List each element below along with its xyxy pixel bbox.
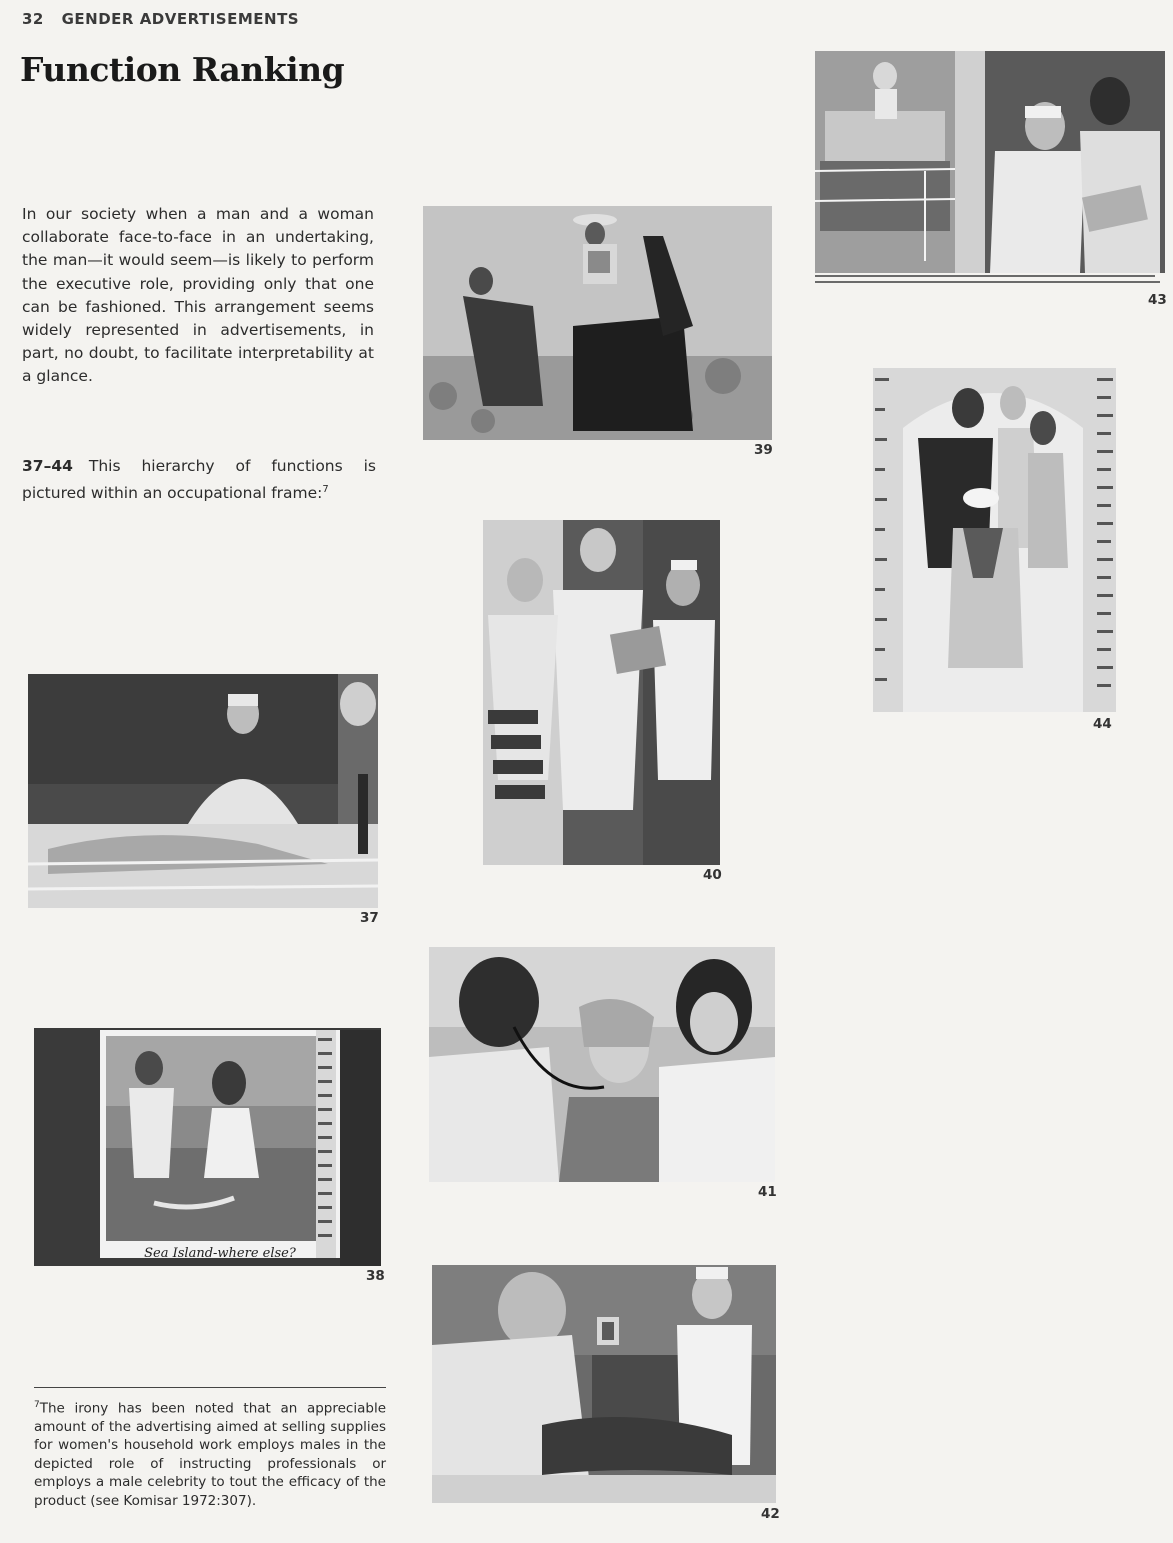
figure-number-37: 37 <box>360 910 379 926</box>
photo-39 <box>423 206 772 440</box>
photo-40 <box>483 520 720 865</box>
footnote-marker: 7 <box>34 1400 40 1410</box>
figure-number-42: 42 <box>761 1506 780 1522</box>
page-number: 32 <box>22 10 44 28</box>
photo-42 <box>432 1265 776 1503</box>
footnote-rule <box>34 1387 386 1388</box>
footnote-reference: 7 <box>322 484 329 496</box>
photo-37 <box>28 674 378 908</box>
figure-number-38: 38 <box>366 1268 385 1284</box>
fig43-fine-caption <box>815 274 1165 288</box>
figure-range-text: This hierarchy of functions is pictured within an occupational frame: <box>22 457 376 503</box>
photo-38 <box>34 1028 381 1266</box>
photo-41 <box>429 947 775 1182</box>
section-title: Function Ranking <box>20 50 345 89</box>
figure-range: 37–44 <box>22 457 73 475</box>
figure-number-41: 41 <box>758 1184 777 1200</box>
figure-number-40: 40 <box>703 867 722 883</box>
figure-range-caption <box>22 455 376 506</box>
fig38-tagline: Sea Island-where else? <box>144 1246 296 1261</box>
footnote <box>34 1396 386 1510</box>
figure-number-39: 39 <box>754 442 773 458</box>
photo-44 <box>873 368 1116 712</box>
running-title: GENDER ADVERTISEMENTS <box>61 10 300 28</box>
photo-43 <box>815 51 1165 273</box>
figure-number-44: 44 <box>1093 716 1112 732</box>
footnote-text: The irony has been noted that an appreciable amount of the advertising aimed at selling supplies for women's household work employs males in the depicted role of instructing professionals or employs a male celebrity to tout the efficacy of the product (see Komisar 1972:307). <box>34 1400 386 1509</box>
running-head <box>22 10 299 28</box>
intro-paragraph: In our society when a man and a woman collaborate face-to-face in an undertaking, the man—it would seem—is likely to perform the executive role, providing only that one can be fashioned. This arrangement seems widely represented in advertisements, in part, no doubt, to facilitate interpretability at a glance. <box>22 205 374 386</box>
figure-number-43: 43 <box>1148 292 1167 308</box>
